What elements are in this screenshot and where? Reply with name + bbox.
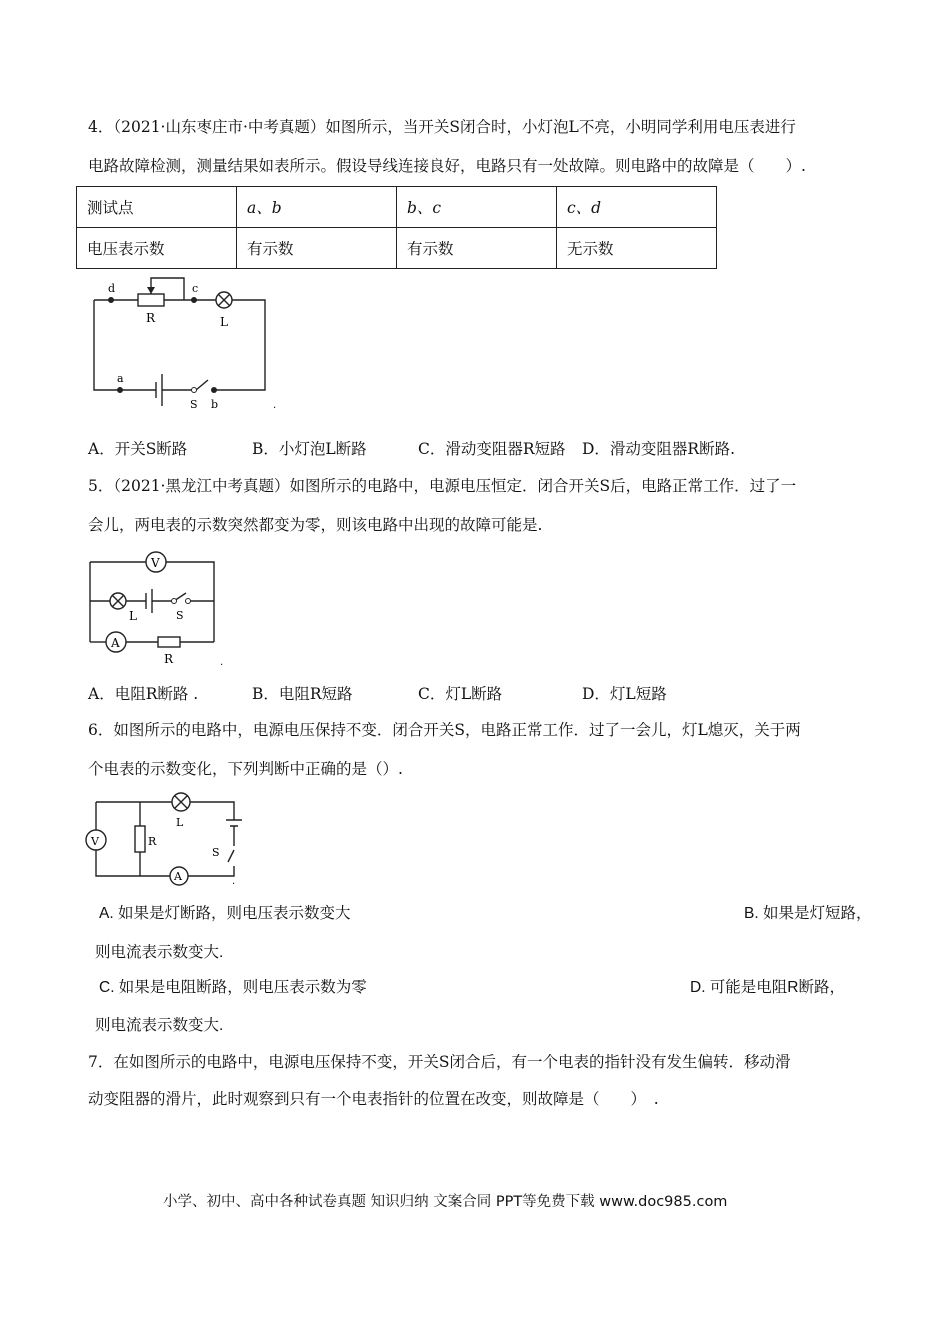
table-row <box>77 187 717 228</box>
q7-line1: 7．在如图所示的电路中，电源电压保持不变，开关S闭合后，有一个电表的指针没有发生偏转．移动滑 <box>88 1053 791 1071</box>
q5-line2: 会儿，两电表的示数突然都变为零，则该电路中出现的故障可能是. <box>88 516 543 534</box>
svg-text:.: . <box>220 657 224 668</box>
q6-option-c: C. 如果是电阻断路，则电压表示数为零 <box>99 979 367 996</box>
q5-option-c: C．灯L断路 <box>418 685 503 703</box>
table-cell: b、c <box>397 187 557 228</box>
q5-option-d: D．灯L短路 <box>582 685 667 703</box>
ammeter-A: A <box>174 870 182 883</box>
table-cell: 有示数 <box>397 228 557 269</box>
q4-circuit-diagram <box>84 272 284 412</box>
q4-line1: 4．（2021·山东枣庄市·中考真题）如图所示，当开关S闭合时，小灯泡L不亮，小明同学利用电压表进行 <box>88 118 796 136</box>
terminal-c <box>191 297 197 303</box>
label-S: S <box>176 609 184 622</box>
q5-option-b: B．电阻R短路 <box>252 685 353 703</box>
q5-circuit-diagram <box>84 544 234 669</box>
terminal-d <box>108 297 114 303</box>
q6-line1: 6．如图所示的电路中，电源电压保持不变．闭合开关S，电路正常工作．过了一会儿，灯L熄灭，关于两 <box>88 721 801 739</box>
svg-text:.: . <box>273 400 277 411</box>
label-b: b <box>211 398 219 411</box>
q5-option-a: A．电阻R断路 . <box>88 685 199 703</box>
q4-option-c: C．滑动变阻器R短路 <box>418 440 566 458</box>
svg-text:.: . <box>232 876 236 887</box>
label-L: L <box>129 609 137 623</box>
q4-option-a: A．开关S断路 <box>88 440 188 458</box>
label-L: L <box>176 816 184 829</box>
q6-option-d-head: D. 可能是电阻R断路， <box>690 979 846 996</box>
q4-line2: 电路故障检测，测量结果如表所示。假设导线连接良好，电路只有一处故障。则电路中的故障是（ ）. <box>88 157 806 175</box>
voltmeter-V: V <box>151 556 160 570</box>
label-d: d <box>108 282 116 295</box>
table-cell: 电压表示数 <box>77 228 237 269</box>
q6-line2: 个电表的示数变化，下列判断中正确的是（）. <box>88 760 403 778</box>
ammeter-A: A <box>111 636 120 650</box>
q6-option-a: A. 如果是灯断路，则电压表示数变大 <box>99 905 351 922</box>
voltmeter-V: V <box>91 835 99 848</box>
q7-line2: 动变阻器的滑片，此时观察到只有一个电表指针的位置在改变，则故障是（ ） . <box>88 1090 659 1108</box>
label-L: L <box>220 315 228 329</box>
q4-result-table <box>76 186 717 269</box>
table-cell: 无示数 <box>557 228 717 269</box>
q6-option-b-head: B. 如果是灯短路， <box>744 905 872 922</box>
label-R: R <box>148 835 157 848</box>
table-cell: a、b <box>237 187 397 228</box>
q4-option-d: D．滑动变阻器R断路. <box>582 440 736 458</box>
table-cell: 测试点 <box>77 187 237 228</box>
q6-circuit-diagram <box>84 788 244 892</box>
page-footer: 小学、初中、高中各种试卷真题 知识归纳 文案合同 PPT等免费下载 www.doc985.com <box>163 1194 728 1210</box>
label-S: S <box>212 846 220 859</box>
table-cell: c、d <box>557 187 717 228</box>
table-cell: 有示数 <box>237 228 397 269</box>
terminal-b <box>211 387 217 393</box>
q5-line1: 5．（2021·黑龙江中考真题）如图所示的电路中，电源电压恒定．闭合开关S后，电路正常工作．过了一 <box>88 477 797 495</box>
q6-option-d-tail: 则电流表示数变大. <box>95 1017 224 1034</box>
q6-option-b-tail: 则电流表示数变大. <box>95 944 224 961</box>
label-R: R <box>164 652 174 666</box>
label-a: a <box>117 372 124 385</box>
label-R: R <box>146 311 156 325</box>
label-c: c <box>192 282 199 295</box>
label-S: S <box>190 398 198 411</box>
terminal-a <box>117 387 123 393</box>
q4-option-b: B．小灯泡L断路 <box>252 440 367 458</box>
table-row <box>77 228 717 269</box>
